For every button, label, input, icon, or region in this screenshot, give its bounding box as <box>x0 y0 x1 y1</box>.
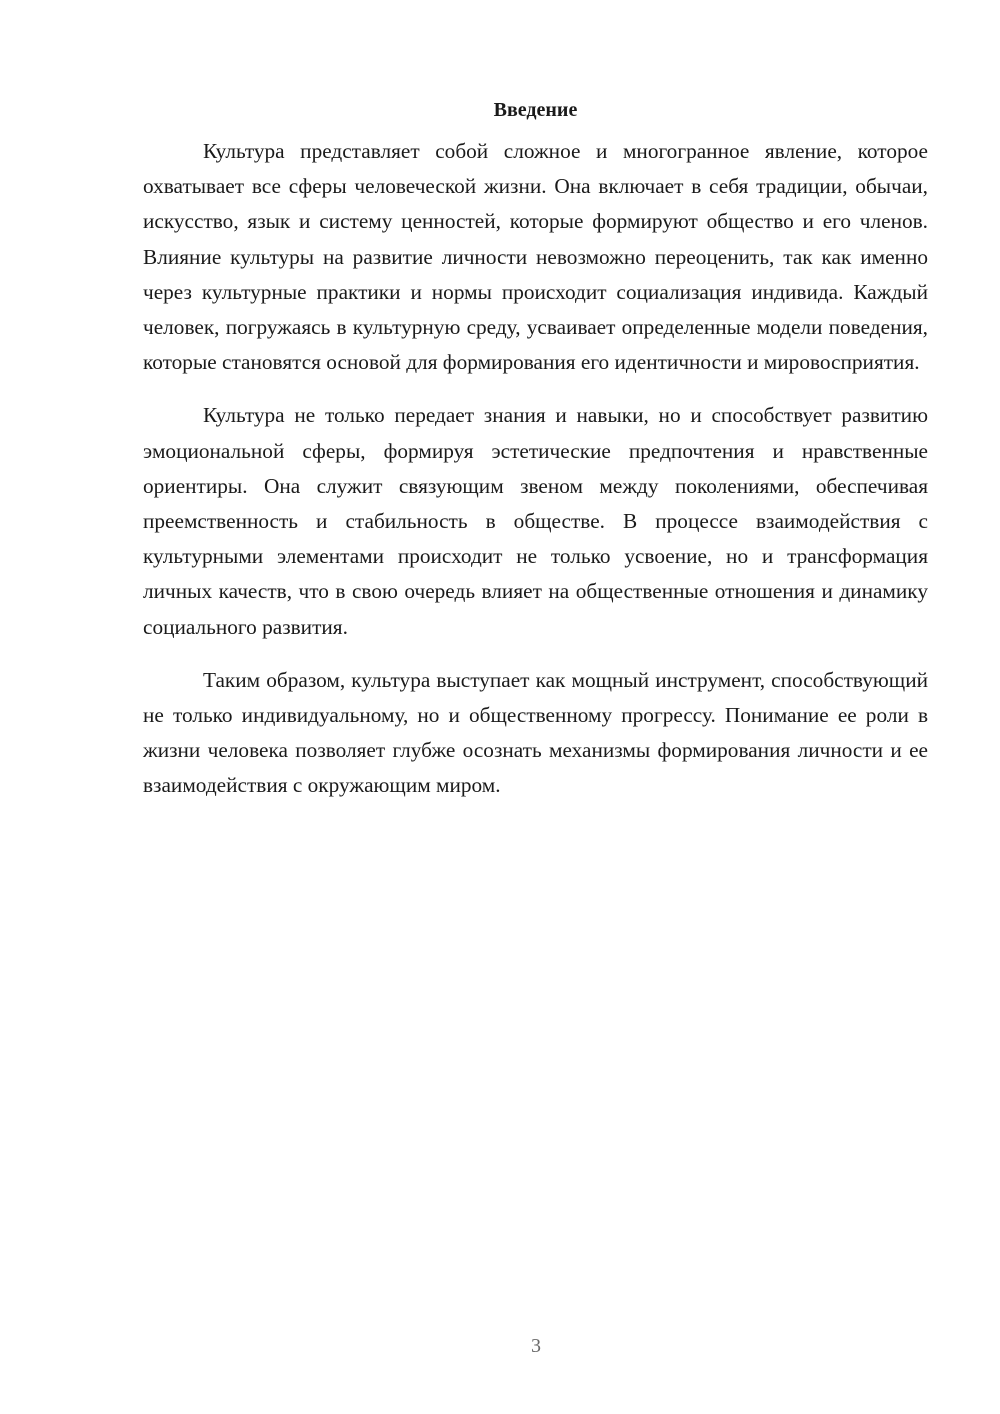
page-content <box>143 96 928 822</box>
paragraph-3: Таким образом, культура выступает как мощный инструмент, способствующий не только индивидуальному, но и общественному прогрессу. Понимание ее роли в жизни человека позволяет глубже осознать механизмы формирования личности и ее взаимодействия с окружающим миром. <box>143 667 928 798</box>
paragraph-1: Культура представляет собой сложное и многогранное явление, которое охватывает все сферы человеческой жизни. Она включает в себя традиции, обычаи, искусство, язык и систему ценностей, которые формируют общество и его членов. Влияние культуры на развитие личности невозможно переоценить, так как именно через культурные практики и нормы происходит социализация индивида. Каждый человек, погружаясь в культурную среду, усваивает определенные модели поведения, которые становятся основой для формирования его идентичности и мировосприятия. <box>143 139 928 375</box>
page-number: 3 <box>531 1335 541 1357</box>
paragraph-2: Культура не только передает знания и навыки, но и способствует развитию эмоциональной сферы, формируя эстетические предпочтения и нравственные ориентиры. Она служит связующим звеном между поколениями, обеспечивая преемственность и стабильность в обществе. В процессе взаимодействия с культурными элементами происходит не только усвоение, но и трансформация личных качеств, что в свою очередь влияет на общественные отношения и динамику социального развития. <box>143 403 928 639</box>
section-heading: Введение <box>493 99 578 121</box>
